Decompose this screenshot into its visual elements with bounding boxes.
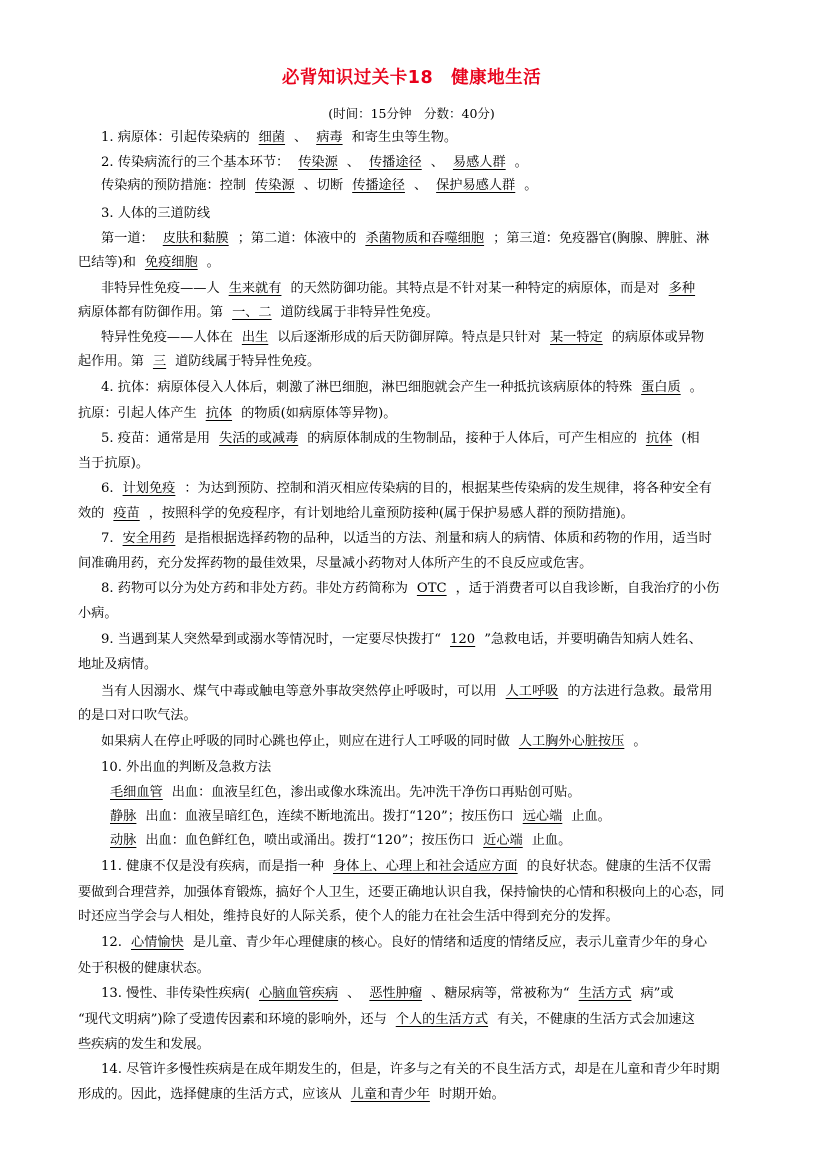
line-text: 9. 当遇到某人突然晕到或溺水等情况时，一定要尽快拨打“ (101, 632, 442, 647)
text-line (78, 353, 320, 371)
line-text: ，按照科学的免疫程序，有计划地给儿童预防接种(属于保护易感人群的预防措施)。 (148, 506, 634, 521)
answer-blank: 多种 (668, 281, 696, 296)
line-text: 、 (413, 178, 428, 193)
line-text: 如果病人在停止呼吸的同时心跳也停止，则应在进行人工呼吸的同时做 (101, 734, 510, 749)
answer-blank: 120 (450, 632, 476, 647)
text-line (78, 254, 220, 272)
line-text: 小病。 (78, 606, 118, 621)
answer-blank: 人工呼吸 (505, 684, 559, 699)
answer-blank: 计划免疫 (122, 481, 176, 496)
text-line (101, 329, 704, 347)
line-text: 道防线属于非特异性免疫。 (280, 305, 439, 320)
text-line (101, 832, 571, 850)
line-text: 出血：血色鲜红色，喷出或涌出。拨打“120”；按压伤口 (145, 833, 475, 848)
answer-blank: 动脉 (110, 833, 137, 848)
line-text: 。 (524, 178, 538, 193)
text-line (101, 808, 611, 826)
text-line (101, 683, 712, 701)
line-text: 的病原体或异物 (611, 330, 705, 345)
text-line (101, 784, 581, 802)
line-text: 的方法进行急救。最常用 (567, 684, 713, 699)
text-line (78, 605, 118, 623)
line-text: 有关，不健康的生活方式会加速这 (497, 1012, 695, 1027)
line-text: 10. 外出血的判断及急救方法 (101, 760, 272, 775)
text-line (101, 530, 712, 548)
line-text: 以后逐渐形成的后天防御屏障。特点是只针对 (277, 330, 541, 345)
text-line (101, 230, 709, 248)
text-line (101, 631, 702, 649)
answer-blank: 抗体 (645, 431, 673, 446)
line-text: 出血：血液呈红色，渗出或像水珠流出。先冲洗干净伤口再贴创可贴。 (171, 785, 581, 800)
answer-blank: 保护易感人群 (436, 178, 516, 193)
line-text: 时期开始。 (438, 1087, 505, 1102)
line-text: 抗原：引起人体产生 (78, 406, 197, 421)
text-line (78, 960, 210, 978)
answer-blank: 传染源 (255, 178, 295, 193)
page-title: 必背知识过关卡18 健康地生活 (281, 68, 542, 88)
text-line (78, 555, 592, 573)
answer-blank: 细菌 (258, 130, 286, 145)
answer-blank: 生活方式 (578, 986, 632, 1001)
answer-blank: 皮肤和黏膜 (162, 231, 229, 246)
line-text: 些疾病的发生和发展。 (78, 1037, 210, 1052)
answer-blank: 人工胸外心脏按压 (518, 734, 625, 749)
answer-blank: OTC (416, 581, 447, 596)
answer-blank: 远心端 (522, 809, 563, 824)
text-line (101, 858, 711, 876)
line-text: “现代文明病”)除了受遗传因素和环境的影响外，还与 (78, 1012, 387, 1027)
line-text: 的天然防御功能。其特点是不针对某一种特定的病原体，而是对 (290, 281, 660, 296)
text-line (78, 1086, 505, 1104)
answer-blank: 生来就有 (228, 281, 282, 296)
line-text: 当有人因溺水、煤气中毒或触电等意外事故突然停止呼吸时，可以用 (101, 684, 497, 699)
line-text: 。 (206, 255, 220, 270)
line-text: 病原体都有防御作用。第 (78, 305, 224, 320)
line-text: 6. (101, 481, 114, 496)
line-text: 处于积极的健康状态。 (78, 961, 210, 976)
answer-blank: 恶性肿瘤 (369, 986, 423, 1001)
text-line (101, 379, 703, 397)
line-text: 效的 (78, 506, 105, 521)
text-line (78, 707, 197, 725)
line-text: 时还应当学会与人相处，维持良好的人际关系，使个人的能力在社会生活中得到充分的发挥。 (78, 909, 619, 924)
text-line (101, 759, 271, 777)
line-text: 3. 人体的三道防线 (101, 206, 211, 221)
text-line (101, 1061, 720, 1079)
text-line (101, 280, 704, 298)
line-text: 第一道： (101, 231, 154, 246)
answer-blank: 个人的生活方式 (395, 1012, 489, 1027)
line-text: 。 (689, 380, 703, 395)
line-text: ：为达到预防、控制和消灭相应传染病的目的，根据某些传染病的发生规律，将各种安全有 (184, 481, 712, 496)
answer-blank: 近心端 (483, 833, 523, 848)
text-line (78, 405, 396, 423)
text-line (101, 580, 719, 598)
line-text: 13. 慢性、非传染性疾病( (101, 986, 250, 1001)
line-text: 间准确用药，充分发挥药物的最佳效果，尽量减小药物对人体所产生的不良反应或危害。 (78, 556, 593, 571)
line-text: ，适于消费者可以自我诊断，自我治疗的小伤 (455, 581, 720, 596)
line-text: 、 (347, 986, 361, 1001)
text-line (101, 154, 528, 172)
text-line (101, 177, 537, 195)
line-text: 8. 药物可以分为处方药和非处方药。非处方药简称为 (101, 581, 408, 596)
answer-blank: 静脉 (110, 809, 137, 824)
line-text: 的良好状态。健康的生活不仅需 (526, 859, 712, 874)
line-text: 的物质(如病原体等异物)。 (241, 406, 397, 421)
text-line (101, 934, 707, 952)
answer-blank: 传播途径 (368, 155, 422, 170)
line-text: 12. (101, 935, 122, 950)
answer-blank: 儿童和青少年 (350, 1087, 430, 1102)
text-line (78, 505, 634, 523)
answer-blank: 身体上、心理上和社会适应方面 (332, 859, 518, 874)
answer-blank: 出生 (241, 330, 269, 345)
text-line (78, 1036, 210, 1054)
page-subtitle: (时间：15分钟 分数：40分) (328, 106, 495, 121)
line-text: 地址及病情。 (78, 657, 158, 672)
line-text: 、 (430, 155, 444, 170)
line-text: 出血：血液呈暗红色，连续不断地流出。拨打“120”；按压伤口 (145, 809, 514, 824)
answer-blank: 某一特定 (550, 330, 603, 345)
answer-blank: 病毒 (316, 130, 343, 145)
line-text: 要做到合理营养，加强体育锻炼，搞好个人卫生，还要正确地认识自我，保持愉快的心情和积极向上的心态，同 (78, 885, 725, 900)
line-text: 的病原体制成的生物制品，接种于人体后，可产生相应的 (307, 431, 637, 446)
line-text: 当于抗原)。 (78, 456, 150, 471)
line-text: 止血。 (571, 809, 611, 824)
answer-blank: 传播途径 (352, 178, 405, 193)
answer-blank: 疫苗 (113, 506, 140, 521)
text-line (101, 430, 700, 448)
answer-blank: 免疫细胞 (144, 255, 198, 270)
line-text: 、 (294, 130, 308, 145)
answer-blank: 杀菌物质和吞噬细胞 (365, 231, 485, 246)
line-text: 、切断 (303, 178, 344, 193)
line-text: ”急救电话，并要明确告知病人姓名、 (484, 632, 702, 647)
line-text: 、 (346, 155, 360, 170)
line-text: 14. 尽管许多慢性疾病是在成年期发生的，但是，许多与之有关的不良生活方式，却是在儿童和青少年时期 (101, 1062, 720, 1077)
text-line (101, 480, 712, 498)
line-text: 。 (514, 155, 528, 170)
line-text: 11. 健康不仅是没有疾病，而是指一种 (101, 859, 324, 874)
answer-blank: 安全用药 (122, 531, 176, 546)
line-text: 、糖尿病等，常被称为“ (431, 986, 570, 1001)
line-text: 特异性免疫——人体在 (101, 330, 233, 345)
line-text: 起作用。第 (78, 354, 144, 369)
line-text: 和寄生虫等生物。 (351, 130, 458, 145)
line-text: 是儿童、青少年心理健康的核心。良好的情绪和适度的情绪反应，表示儿童青少年的身心 (192, 935, 708, 950)
text-line (78, 1011, 695, 1029)
answer-blank: 易感人群 (452, 155, 506, 170)
line-text: 的是口对口吹气法。 (78, 708, 197, 723)
line-text: 止血。 (531, 833, 572, 848)
text-line (101, 733, 647, 751)
line-text: 非特异性免疫——人 (101, 281, 220, 296)
line-text: 巴结等)和 (78, 255, 136, 270)
text-line (101, 205, 210, 223)
text-line (78, 908, 619, 926)
line-text: 。 (633, 734, 647, 749)
text-line (101, 129, 457, 147)
answer-blank: 毛细血管 (110, 785, 163, 800)
text-line (101, 985, 674, 1003)
line-text: ；第三道：免疫器官(胸腺、脾脏、淋 (493, 231, 710, 246)
answer-blank: 失活的或减毒 (219, 431, 299, 446)
answer-blank: 传染源 (298, 155, 338, 170)
text-line (78, 304, 439, 322)
answer-blank: 一、二 (232, 305, 272, 320)
line-text: 1. 病原体：引起传染病的 (101, 130, 250, 145)
answer-blank: 心脑血管疾病 (259, 986, 339, 1001)
line-text: 2. 传染病流行的三个基本环节： (101, 155, 290, 170)
answer-blank: 抗体 (205, 406, 233, 421)
line-text: 4. 抗体：病原体侵入人体后，刺激了淋巴细胞，淋巴细胞就会产生一种抵抗该病原体的特殊 (101, 380, 633, 395)
line-text: 7. (101, 531, 114, 546)
answer-blank: 蛋白质 (641, 380, 681, 395)
line-text: (相 (681, 431, 700, 446)
answer-blank: 心情愉快 (130, 935, 184, 950)
line-text: 是指根据选择药物的品种，以适当的方法、剂量和病人的病情、体质和药物的作用，适当时 (184, 531, 712, 546)
answer-blank: 三 (152, 354, 167, 369)
line-text: 形成的。因此，选择健康的生活方式，应该从 (78, 1087, 342, 1102)
text-line (78, 656, 157, 674)
text-line (78, 884, 724, 902)
line-text: 传染病的预防措施：控制 (101, 178, 247, 193)
line-text: 5. 疫苗：通常是用 (101, 431, 211, 446)
text-line (78, 455, 149, 473)
line-text: 病”或 (640, 986, 674, 1001)
line-text: ；第二道：体液中的 (237, 231, 357, 246)
line-text: 道防线属于特异性免疫。 (175, 354, 321, 369)
